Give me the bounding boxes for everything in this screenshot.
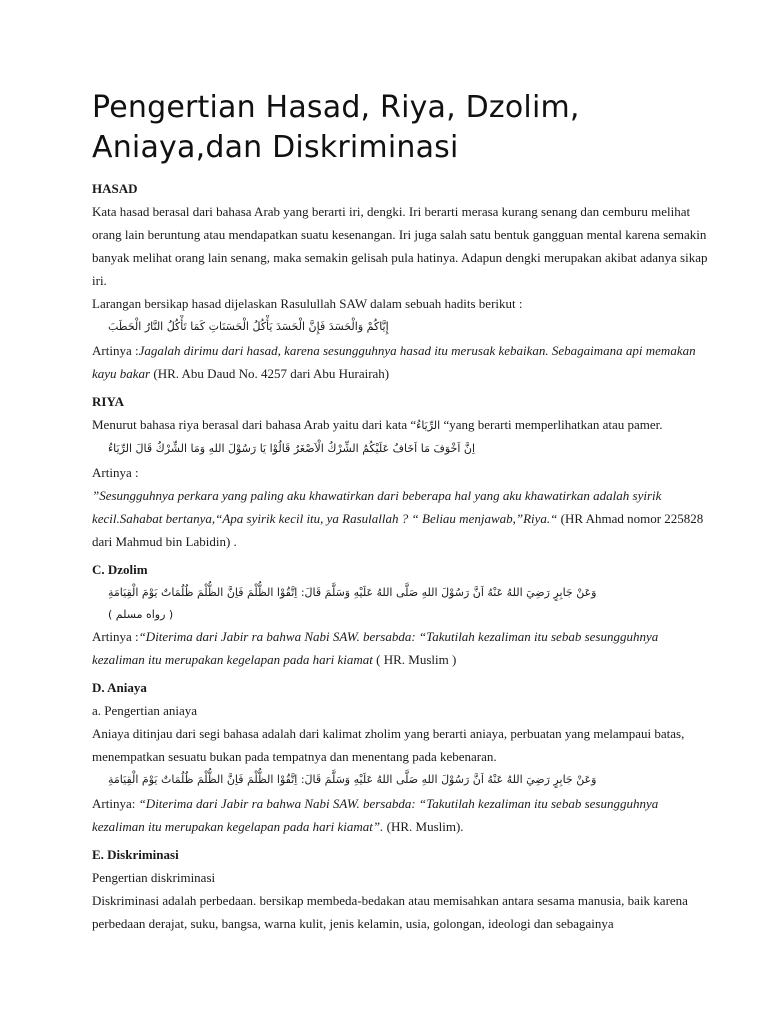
- dzolim-translation-text: “Diterima dari Jabir ra bahwa Nabi SAW. bersabda: “Takutilah kezaliman itu sebab sesungguhnya kezaliman itu merupakan kegelapan pada hari kiamat: [92, 629, 659, 667]
- aniaya-translation-ref: (HR. Muslim).: [383, 819, 464, 834]
- aniaya-paragraph-1: Aniaya ditinjau dari segi bahasa adalah dari kalimat zholim yang berarti aniaya, perbuatan yang melampaui batas, menempatkan sesuatu bukan pada tempatnya dan menentang pada kebenaran.: [92, 726, 685, 764]
- hasad-translation-text: Jagalah dirimu dari hasad, karena sesungguhnya hasad itu merusak kebaikan. Sebagaimana api memakan kayu bakar: [92, 343, 696, 381]
- hasad-arabic: إِيَّاكُمْ وَالْحَسَدَ فَإِنَّ الْحَسَدَ يَأْكُلُ الْحَسَنَاتِ كَمَا تَأْكُلُ النَّارُ الْحَطَبَ: [108, 320, 389, 333]
- aniaya-translation-label: Artinya:: [92, 796, 139, 811]
- riya-translation-label: Artinya :: [92, 465, 139, 480]
- hasad-paragraph-2: Larangan bersikap hasad dijelaskan Rasulullah SAW dalam sebuah hadits berikut :: [92, 296, 523, 311]
- aniaya-subheading: a. Pengertian aniaya: [92, 703, 198, 718]
- dzolim-translation-ref: ( HR. Muslim ): [372, 652, 457, 667]
- riya-translation: [92, 484, 708, 553]
- dzolim-translation: [92, 625, 708, 671]
- riya-p1-arabic: الرِّيَاءُ: [416, 419, 441, 432]
- riya-arabic: اِنَّ اَخْوَفَ مَا اَخَافُ عَلَيْكُمُ الشِّرْكُ الْاَصْغَرُ قَالُوْا يَا رَسُوْلَ اللهِ وَمَا الشِّرْكُ قَالَ الرِّيَاءُ: [108, 442, 476, 455]
- heading-dzolim: C. Dzolim: [92, 562, 148, 577]
- heading-hasad: HASAD: [92, 181, 138, 196]
- hasad-translation-ref: (HR. Abu Daud No. 4257 dari Abu Hurairah): [150, 366, 390, 381]
- heading-aniaya: D. Aniaya: [92, 680, 147, 695]
- hasad-paragraph-1: Kata hasad berasal dari bahasa Arab yang berarti iri, dengki. Iri berarti merasa kurang senang dan cemburu melihat orang lain beruntung atau mendapatkan suatu kesenangan. Iri juga salah satu bentuk gangguan mental karena semakin banyak melihat orang lain senang, maka semakin gelisah pula hatinya. Adapun dengki merupakan akibat adanya sikap iri.: [92, 204, 708, 288]
- aniaya-arabic: وَعَنْ جَابِرٍ رَضِيَ اللهُ عَنْهُ اَنَّ رَسُوْلَ اللهِ صَلَّى اللهُ عَلَيْهِ وَسَلَّمَ قَالَ: اِتَّقُوْا الظُّلْمَ فَاِنَّ الظُّلْمَ ظُلُمَاتٌ يَوْمَ الْقِيَامَةِ: [108, 773, 597, 786]
- riya-translation-text: ”Sesungguhnya perkara yang paling aku khawatirkan dari beberapa hal yang aku khawatirkan adalah syirik kecil.Sahabat bertanya,“Apa syirik kecil itu, ya Rasulallah ? “ Beliau menjawab,”Riya.“: [92, 488, 662, 526]
- riya-p1-end: “yang berarti memperlihatkan atau pamer.: [440, 417, 663, 432]
- dzolim-arabic-source: ( رواه مسلم ): [108, 608, 174, 621]
- page-title: Pengertian Hasad, Riya, Dzolim, Aniaya,dan Diskriminasi: [92, 90, 580, 165]
- riya-p1-start: Menurut bahasa riya berasal dari bahasa Arab yaitu dari kata “: [92, 417, 417, 432]
- diskriminasi-subheading: Pengertian diskriminasi: [92, 870, 216, 885]
- diskriminasi-paragraph-1: Diskriminasi adalah perbedaan. bersikap membeda-bedakan atau memisahkan antara sesama manusia, baik karena perbedaan derajat, suku, bangsa, warna kulit, jenis kelamin, usia, golongan, ideologi dan sebagainya: [92, 893, 688, 931]
- hasad-translation: [92, 339, 708, 385]
- hasad-translation-label: Artinya :: [92, 343, 139, 358]
- riya-paragraph-1: [92, 413, 708, 437]
- aniaya-translation: [92, 792, 708, 838]
- heading-diskriminasi: E. Diskriminasi: [92, 847, 179, 862]
- heading-riya: RIYA: [92, 394, 125, 409]
- dzolim-translation-label: Artinya :: [92, 629, 139, 644]
- dzolim-arabic: وَعَنْ جَابِرٍ رَضِيَ اللهُ عَنْهُ اَنَّ رَسُوْلَ اللهِ صَلَّى اللهُ عَلَيْهِ وَسَلَّمَ قَالَ: اِتَّقُوْا الظُّلْمَ فَاِنَّ الظُّلْمَ ظُلُمَاتٌ يَوْمَ الْقِيَامَةِ: [108, 586, 597, 599]
- riya-translation-ref: (HR Ahmad nomor 225828 dari Mahmud bin Labidin) .: [92, 511, 704, 549]
- aniaya-translation-text: “Diterima dari Jabir ra bahwa Nabi SAW. bersabda: “Takutilah kezaliman itu sebab sesungguhnya kezaliman itu merupakan kegelapan pada hari kiamat”.: [92, 796, 659, 834]
